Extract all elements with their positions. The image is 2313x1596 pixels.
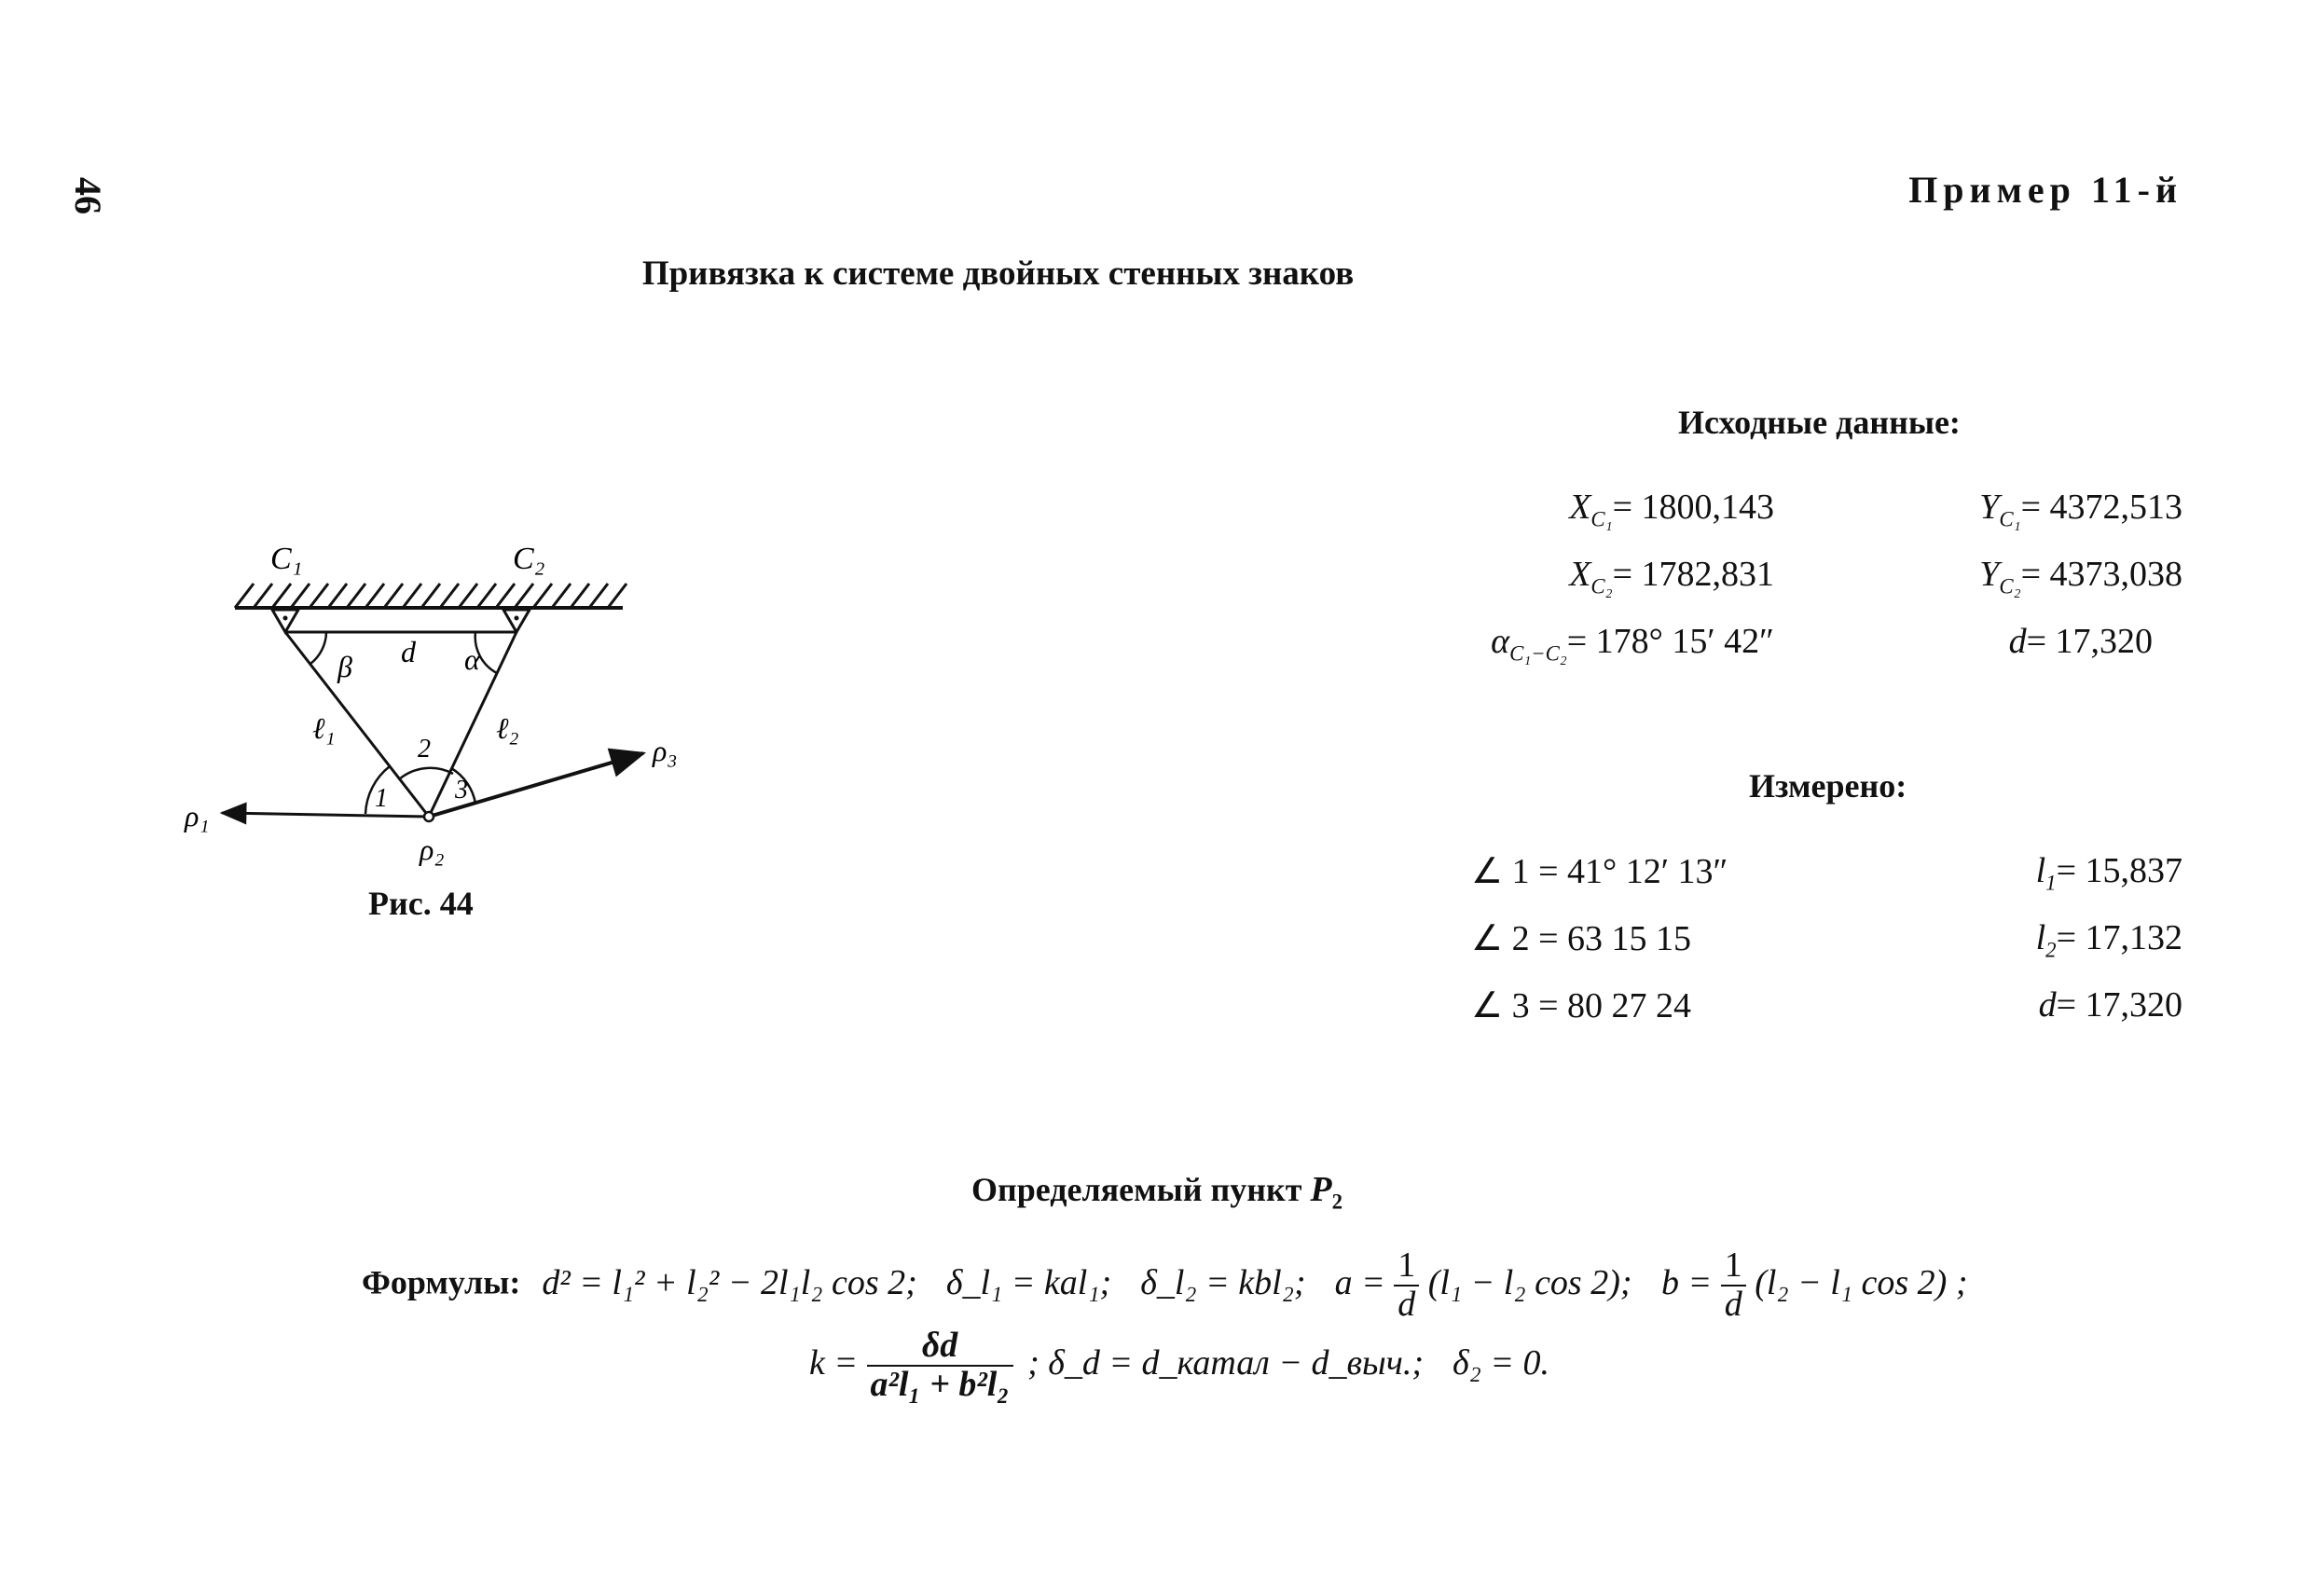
arc-beta: [310, 632, 326, 664]
initial-row-2-right: $Y_{C_2}= 4373,038$: [1979, 555, 2182, 598]
label-d: d: [401, 635, 416, 668]
formula-k: k = $\frac{\delta d}{\text{a²l₁ + b²l₂}}$: [809, 1343, 1022, 1383]
c2-mark: [503, 610, 530, 632]
initial-row-1-left: $X_{C_1}= 1800,143$: [1569, 488, 1774, 531]
initial-row-2-left: $X_{C_2}= 1782,831$: [1569, 555, 1774, 598]
label-l2: ℓ₂: [496, 711, 519, 745]
c1-mark: [272, 610, 298, 632]
figure-caption: Рис. 44: [368, 885, 474, 922]
label-angle-3: 3: [455, 776, 468, 805]
formula-delta-l2: δ_l₂ = kbl₂;: [1140, 1262, 1306, 1302]
ray-p1: [222, 813, 429, 817]
formula-d-squared: d² = l₁² + l₂² − 2l₁l₂ cos 2;: [542, 1262, 917, 1302]
label-angle-1: 1: [375, 784, 388, 813]
label-p1: ρ₁: [185, 799, 210, 832]
formulas-line-2: [809, 1328, 1549, 1404]
label-angle-2: 2: [418, 735, 431, 764]
wall-hatching: [235, 584, 626, 608]
measured-heading: Измерено:: [1749, 767, 1907, 805]
formula-delta-l1: δ_l₁ = kal₁;: [945, 1262, 1112, 1302]
measured-angle-2: ∠ 2 = 63 15 15: [1471, 919, 1691, 958]
label-alpha: α: [464, 642, 480, 676]
initial-row-3-right: d= 17,320: [2008, 622, 2153, 661]
formula-delta-d: ; δ_d = d_катал − d_выч.;: [1027, 1342, 1424, 1383]
measured-length-2: $l_2= 17,132$: [2035, 918, 2182, 962]
formula-delta-2: δ₂ = 0.: [1453, 1342, 1550, 1383]
label-p3: ρ₃: [653, 734, 678, 767]
initial-data-heading: Исходные данные:: [1678, 404, 1961, 441]
example-label: Пример 11-й: [1908, 169, 2182, 211]
figure-44-diagram: [168, 522, 727, 895]
page-title: Привязка к системе двойных стенных знаков: [641, 255, 1355, 293]
label-c2: C₂: [513, 542, 545, 576]
measured-length-1: $l_1= 15,837$: [2035, 851, 2182, 895]
label-c1: C₁: [270, 542, 303, 576]
initial-row-1-right: $Y_{C_1}= 4372,513$: [1979, 488, 2182, 531]
page-number: 46: [67, 177, 109, 214]
measured-length-3: d= 17,320: [2038, 985, 2182, 1025]
formula-b: b = $\frac{1}{d}$ (l₂ − l₁ cos 2) ;: [1661, 1245, 1968, 1324]
arc-2: [399, 768, 453, 779]
label-l1: ℓ₁: [312, 711, 336, 745]
formulas-label: Формулы:: [362, 1263, 521, 1301]
label-beta: β: [337, 650, 352, 683]
label-p2: ρ₂: [420, 832, 445, 866]
measured-angle-1: ∠ 1 = 41° 12′ 13″: [1471, 852, 1728, 891]
point-p2: [424, 812, 434, 821]
formulas-line-1: [362, 1247, 1967, 1324]
formula-a: a = $\frac{1}{d}$ (l₁ − l₂ cos 2);: [1334, 1245, 1632, 1324]
measured-angle-3: ∠ 3 = 80 27 24: [1471, 986, 1691, 1025]
initial-row-3-left: $\alpha_{C_1-C_2}= 178^\circ$ 15′ 42″: [1491, 622, 1774, 666]
determined-heading: Определяемый пункт $P_2$: [971, 1170, 1343, 1214]
